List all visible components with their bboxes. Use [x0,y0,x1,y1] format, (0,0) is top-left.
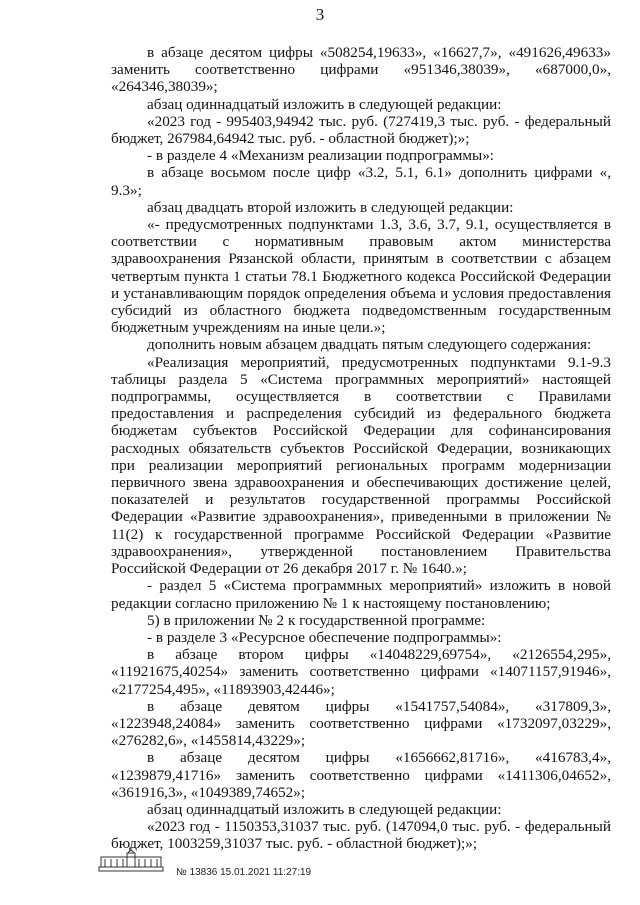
paragraph-2: абзац одиннадцатый изложить в следующей редакции: [147,95,502,113]
building-emblem-icon [98,848,164,874]
paragraph-4: - в разделе 4 «Механизм реализации подпрограммы»: [147,147,495,165]
paragraph-10: - раздел 5 «Система программных мероприятий» изложить в новой редакции согласно приложению № 1 к настоящему постановлению; [111,577,611,612]
paragraph-11: 5) в приложении № 2 к государственной программе: [147,611,486,629]
paragraph-13: в абзаце втором цифры «14048229,69754», «2126554,295», «11921675,40254» заменить соответственно цифрами «14071157,91946», «2177254,495», «11893903,42446»; [111,646,611,698]
document-body [111,44,611,853]
paragraph-14: в абзаце девятом цифры «1541757,54084», «317809,3», «1223948,24084» заменить соответственно цифрами «1732097,03229», «276282,6», «1455814,43229»; [111,697,611,750]
paragraph-16: абзац одиннадцатый изложить в следующей редакции: [147,800,502,818]
paragraph-15: в абзаце десятом цифры «1656662,81716», «416783,4», «1239879,41716» заменить соответственно цифрами «1411306,04652», «361916,3», «1049389,74652»; [111,749,611,801]
footer [98,848,358,888]
paragraph-8: дополнить новым абзацем двадцать пятым следующего содержания: [147,336,592,354]
paragraph-12: - в разделе 3 «Ресурсное обеспечение подпрограммы»: [147,628,502,646]
page-number: 3 [315,5,325,24]
paragraph-17: «2023 год - 1150353,31037 тыс. руб. (147094,0 тыс. руб. - федеральный бюджет, 1003259,31037 тыс. руб. - областной бюджет);»; [111,818,611,853]
registration-stamp: № 13836 15.01.2021 11:27:19 [176,867,312,878]
paragraph-9: «Реализация мероприятий, предусмотренных подпунктами 9.1-9.3 таблицы раздела 5 «Система программных мероприятий» настоящей подпрограммы, осуществляется в соответствии с Правилами предоставления и распределения субсидий из федерального бюджета бюджетам субъектов Российской Федерации для софинансирования расходных обязательств субъектов Российской Федерации, возникающих при реализации мероприятий региональных программ модернизации первичного звена здравоохранения и обеспечивающих достижение целей, показателей и результатов государственной программы Российской Федерации «Развитие здравоохранения», приведенными в приложении № 11(2) к государственной программе Российской Федерации «Развитие здравоохранения», утвержденной постановлением Правительства Российской Федерации от 26 декабря 2017 г. № 1640.»; [111,353,611,578]
paragraph-6: абзац двадцать второй изложить в следующей редакции: [147,198,514,216]
paragraph-1: в абзаце десятом цифры «508254,19633», «16627,7», «491626,49633» заменить соответственно цифрами «951346,38039», «687000,0», «264346,38039»; [111,44,611,96]
paragraph-3: «2023 год - 995403,94942 тыс. руб. (727419,3 тыс. руб. - федеральный бюджет, 267984,64942 тыс. руб. - областной бюджет);»; [111,112,611,148]
paragraph-5: в абзаце восьмом после цифр «3.2, 5.1, 6.1» дополнить цифрами «, 9.3»; [111,164,611,199]
paragraph-7: «- предусмотренных подпунктами 1.3, 3.6, 3.7, 9.1, осуществляется в соответствии с нормативным правовым актом министерства здравоохранения Рязанской области, принятым в соответствии с абзацем четвертым пункта 1 статьи 78.1 Бюджетного кодекса Российской Федерации и устанавливающим порядок определения объема и условия предоставления субсидий из областного бюджета подведомственным государственным бюджетным учреждениям на иные цели.»; [111,216,611,337]
